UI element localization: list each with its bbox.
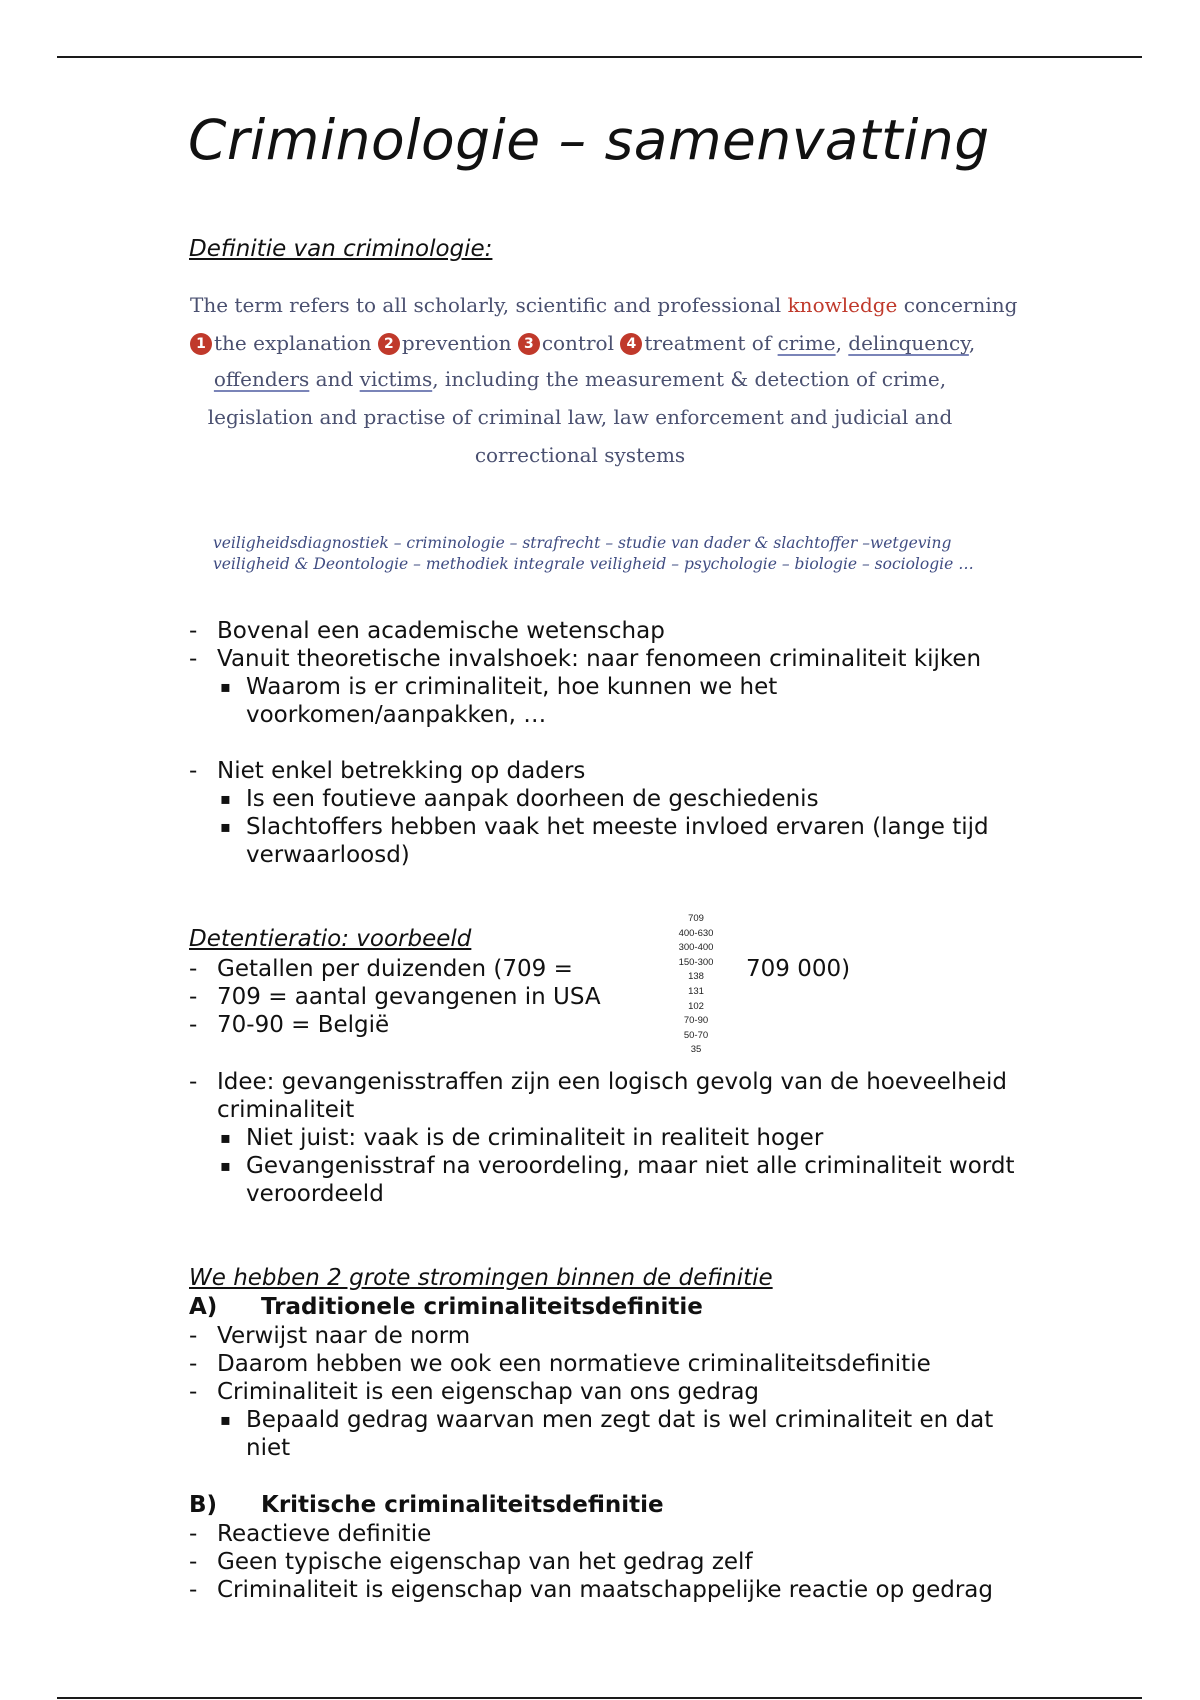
detention-table-value: 400-630 — [678, 927, 714, 939]
detention-table-value: 150-300 — [678, 956, 714, 968]
section-a-letter: A) — [189, 1294, 218, 1320]
number-three-icon: 3 — [518, 333, 540, 355]
quote-line-5: correctional systems — [474, 443, 686, 467]
section-a-title: Traditionele criminaliteitsdefinitie — [261, 1294, 703, 1320]
bottom-rule — [57, 1697, 1142, 1699]
number-one-icon: 1 — [190, 333, 212, 355]
detention-heading: Detentieratio: voorbeeld — [189, 926, 472, 952]
quote-line-1: The term refers to all scholarly, scientific and professional knowledge concerning — [190, 293, 1018, 317]
detention-trailing: 709 000) — [746, 956, 851, 982]
page-title: Criminologie – samenvatting — [188, 108, 990, 172]
detention-table-value: 709 — [688, 913, 704, 924]
streams-heading: We hebben 2 grote stromingen binnen de definitie — [189, 1265, 773, 1291]
number-four-icon: 4 — [620, 333, 642, 355]
number-two-icon: 2 — [378, 333, 400, 355]
detention-table-value: 300-400 — [678, 942, 714, 954]
quote-line-2: 1 the explanation 2 prevention 3 control 4 treatment of crime, delinquency, — [190, 331, 970, 355]
quote-line-4: legislation and practise of criminal law, law enforcement and judicial and — [207, 405, 953, 429]
top-rule — [57, 56, 1142, 58]
quote-line-3: offenders and victims, including the measurement & detection of crime, — [213, 367, 947, 391]
section-b-letter: B) — [189, 1492, 218, 1518]
detention-table-value: 35 — [690, 1044, 702, 1056]
fields-line-1: veiligheidsdiagnostiek – criminologie – strafrecht – studie van dader & slachtoffer –wetgeving — [213, 534, 952, 552]
section-b-title: Kritische criminaliteitsdefinitie — [261, 1492, 664, 1518]
definition-heading: Definitie van criminologie: — [189, 236, 493, 262]
fields-line-2: veiligheid & Deontologie – methodiek integrale veiligheid – psychologie – biologie – sociologie … — [213, 555, 974, 573]
detention-table — [672, 912, 720, 1058]
detention-table-value: 50-70 — [683, 1029, 709, 1041]
detention-table-value: 102 — [688, 1000, 704, 1012]
detention-table-value: 138 — [688, 971, 704, 983]
detention-table-value: 131 — [688, 985, 704, 997]
detention-table-value: 70-90 — [683, 1015, 709, 1027]
